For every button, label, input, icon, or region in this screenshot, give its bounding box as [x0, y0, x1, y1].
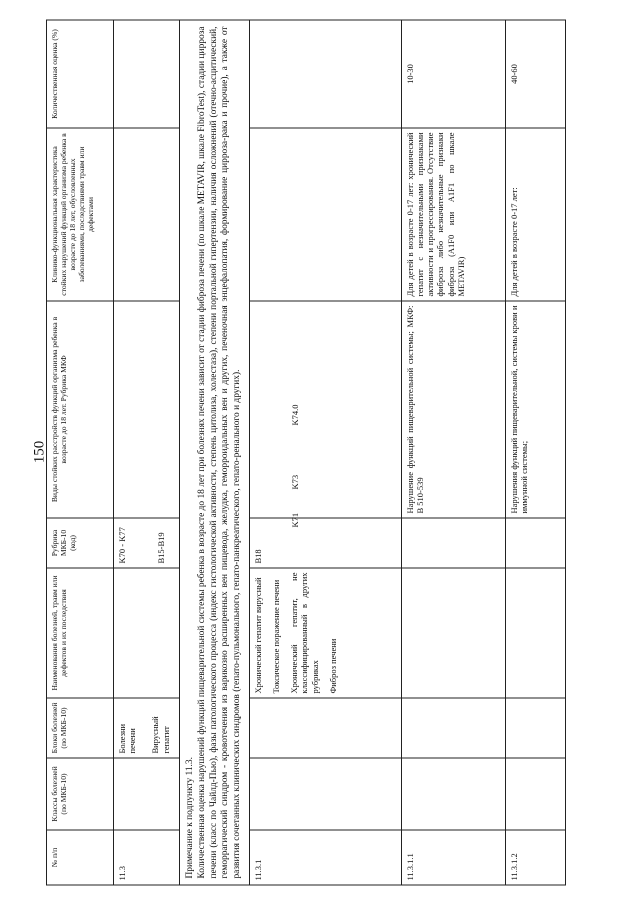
cell-names [114, 568, 180, 698]
cell-classes [114, 758, 180, 830]
cell-num: 11.3.1.1 [401, 830, 505, 885]
cell-estimate [249, 20, 401, 128]
cell-num: 11.3 [114, 830, 180, 885]
cell-blocks [249, 698, 401, 758]
cell-estimate: 10-30 [401, 20, 505, 128]
cell-classes [401, 758, 505, 830]
table-row [401, 20, 505, 885]
code-k70-k77: K70 - K77 [117, 526, 127, 563]
header-names: Наименования болезней, травм или дефектов и их последствия [47, 568, 114, 698]
disability-criteria-table [46, 19, 566, 885]
cell-characteristic [249, 128, 401, 301]
diagnosis-liver-fibrosis: Фиброз печени [327, 638, 338, 693]
cell-rubric [114, 518, 180, 568]
cell-estimate [114, 20, 180, 128]
note-cell [180, 20, 250, 885]
header-rubric: Рубрика МКБ-10 (код) [47, 518, 114, 568]
cell-num: 11.3.1.2 [505, 830, 565, 885]
cell-characteristic: Для детей в возрасте 0-17 лет: хронический гепатит с незначительными признаками активности и прогрессирования. Отсутствие фиброза либо незначительные признаки фиброза (A1F0 или A1F1 по шкале METAVIR) [401, 128, 505, 301]
diagnosis-chronic-hepatitis-nec: Хронический гепатит, не классифицированный в других рубриках [289, 572, 320, 693]
cell-types [114, 301, 180, 518]
cell-names [249, 568, 401, 698]
code-k71: K71 [289, 512, 300, 527]
note-title: Примечание к подпункту 11.3. [185, 756, 195, 878]
block-viral-hepatitis: Вирусный гепатит [150, 715, 171, 753]
block-liver-diseases: Болезни печени [117, 723, 138, 753]
cell-names [505, 568, 565, 698]
cell-names [401, 568, 505, 698]
header-num: № п/п [47, 830, 114, 885]
code-b15-b19: B15-B19 [156, 531, 167, 563]
cell-characteristic: Для детей в возрасте 0-17 лет: [505, 128, 565, 301]
cell-rubric [249, 403, 401, 568]
cell-blocks [114, 698, 180, 758]
cell-types [249, 301, 401, 518]
note-row [180, 20, 250, 885]
cell-characteristic [114, 128, 180, 301]
cell-types: Нарушения функций пищеварительной, системы крови и иммунной системы; [505, 301, 565, 518]
diagnosis-toxic-liver-disease: Токсическое поражение печени [270, 579, 281, 693]
header-types: Виды стойких расстройств функций организма ребенка в возрасте до 18 лет. Рубрика МКФ [47, 301, 114, 518]
cell-types: Нарушение функций пищеварительной системы; МКФ: B 510-539 [401, 301, 505, 518]
cell-classes [249, 758, 401, 830]
cell-num: 11.3.1 [249, 830, 401, 885]
note-text: Количественная оценка нарушений функций пищеварительной системы ребенка в возрасте до 18 лет при болезнях печени зависит от стадии фиброза печени (по шкале METAVIR, шкале FibroTest), стадии цирроза печени (класс по Чайлд-Пью), фазы патологического процесса (индекс гистологической активности, степень цитолиза, холестаза), степени портальной гипертензии, наличия осложнений (отечно-асцитический, геморрагический синдром - кровотечения из варикозно расширенных вен пищевода, желудка, геморроидальных вен и других, печеночная энцефалопатия, формирование цирроза-рака и прочие), а также от развития сочетанных клинических синдромов (гепато-пульмонального, гепато-панкреатического, гепато-ренального и других). [196, 26, 242, 878]
header-classes: Классы болезней (по МКБ-10) [47, 758, 114, 830]
cell-rubric [401, 518, 505, 568]
header-blocks: Блоки болезней (по МКБ-10) [47, 698, 114, 758]
code-k73: K73 [289, 474, 300, 489]
page-number: 150 [31, 440, 48, 464]
cell-rubric [505, 518, 565, 568]
rotated-document-page [46, 20, 594, 885]
header-characteristic: Клинико-функциональная характеристика стойких нарушений функций организма ребенка в возрасте до 18 лет, обусловленных заболеваниями, последствиями травм или дефектами [47, 128, 114, 301]
cell-classes [505, 758, 565, 830]
table-row [505, 20, 565, 885]
code-k74-0: K74.0 [289, 403, 300, 425]
table-row [114, 20, 180, 885]
diagnosis-chronic-viral-hepatitis: Хронический гепатит вирусный [252, 576, 263, 693]
header-estimate: Количественная оценка (%) [47, 20, 114, 128]
header-row [47, 20, 114, 885]
cell-blocks [505, 698, 565, 758]
cell-estimate: 40-60 [505, 20, 565, 128]
code-b18: B18 [252, 548, 263, 563]
table-row [249, 20, 401, 885]
cell-blocks [401, 698, 505, 758]
